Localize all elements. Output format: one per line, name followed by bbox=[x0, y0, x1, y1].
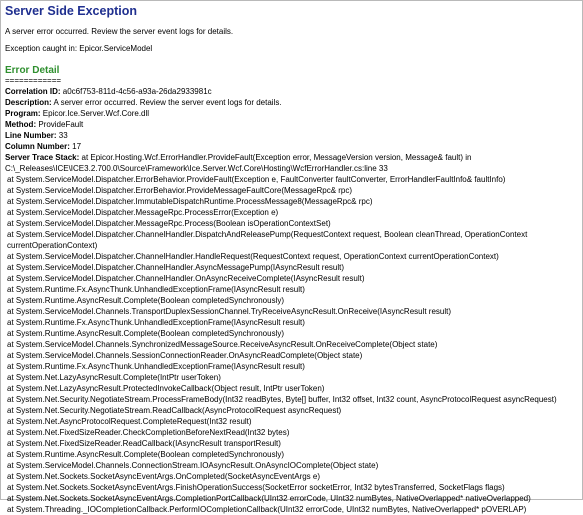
stack-frame: at System.ServiceModel.Dispatcher.ChannelHandler.DispatchAndReleasePump(RequestContext request, Boolean cleanThread, OperationContext currentOperationContext) bbox=[7, 230, 528, 250]
field-value: A server error occurred. Review the server event logs for details. bbox=[51, 98, 282, 107]
stack-frame: at System.Runtime.AsyncResult.Complete(Boolean completedSynchronously) bbox=[7, 296, 285, 305]
field-value: 33 bbox=[56, 131, 68, 140]
field-value: Epicor.Ice.Server.Wcf.Core.dll bbox=[40, 109, 150, 118]
field-value: a0c6f753-811d-4c56-a93a-26da2933981c bbox=[60, 87, 212, 96]
stack-frame: at System.ServiceModel.Dispatcher.ErrorBehavior.ProvideMessageFaultCore(MessageRpc& rpc) bbox=[7, 186, 353, 195]
field-label: Correlation ID: bbox=[5, 87, 61, 96]
column-number-row bbox=[5, 141, 582, 152]
field-label: Method: bbox=[5, 120, 37, 129]
stack-frame: at System.Net.AsyncProtocolRequest.CompleteRequest(Int32 result) bbox=[7, 417, 252, 426]
error-message: A server error occurred. Review the server event logs for details. bbox=[5, 27, 234, 36]
stack-frame: at System.Net.Sockets.SocketAsyncEventArgs.CompletionPortCallback(UInt32 errorCode, UInt32 numBytes, NativeOverlapped* nativeOverlapped) bbox=[7, 494, 531, 503]
field-label: Description: bbox=[5, 98, 52, 107]
stack-frame: at System.Net.FixedSizeReader.ReadCallback(IAsyncResult transportResult) bbox=[7, 439, 281, 448]
stack-frame: at System.Net.Sockets.SocketAsyncEventArgs.OnCompleted(SocketAsyncEventArgs e) bbox=[7, 472, 321, 481]
field-label: Line Number: bbox=[5, 131, 57, 140]
stack-frame: at System.ServiceModel.Dispatcher.ChannelHandler.AsyncMessagePump(IAsyncResult result) bbox=[7, 263, 345, 272]
trace-first-frame: at Epicor.Hosting.Wcf.ErrorHandler.ProvideFault(Exception error, MessageVersion version, Message& fault) in C:\_Releases\ICE\ICE3.2.700.0\Source\Framework\Ice.Server.Wcf.Core\Hosting\WcfErrorHandler.cs:line 33 bbox=[5, 153, 472, 173]
stack-frame: at System.ServiceModel.Channels.ConnectionStream.IOAsyncResult.OnAsyncIOComplete(Object state) bbox=[7, 461, 379, 470]
method-row bbox=[5, 119, 582, 130]
exception-content bbox=[1, 1, 582, 515]
page-title: Server Side Exception bbox=[5, 4, 138, 18]
stack-frame: at System.Threading._IOCompletionCallback.PerformIOCompletionCallback(UInt32 errorCode, UInt32 numBytes, NativeOverlapped* pOVERLAP) bbox=[7, 505, 527, 514]
line-number-row bbox=[5, 130, 582, 141]
stack-frame: at System.Runtime.AsyncResult.Complete(Boolean completedSynchronously) bbox=[7, 450, 285, 459]
stack-frame: at System.Runtime.Fx.AsyncThunk.UnhandledExceptionFrame(IAsyncResult result) bbox=[7, 318, 305, 327]
field-label: Program: bbox=[5, 109, 41, 118]
stack-frame: at System.Runtime.Fx.AsyncThunk.UnhandledExceptionFrame(IAsyncResult result) bbox=[7, 362, 305, 371]
stack-frame: at System.Net.Security.NegotiateStream.ReadCallback(AsyncProtocolRequest asyncRequest) bbox=[7, 406, 342, 415]
field-value: ProvideFault bbox=[36, 120, 84, 129]
stack-frame: at System.Runtime.AsyncResult.Complete(Boolean completedSynchronously) bbox=[7, 329, 285, 338]
stack-frame: at System.ServiceModel.Channels.SynchronizedMessageSource.ReceiveAsyncResult.OnReceiveComplete(Object state) bbox=[7, 340, 438, 349]
stack-frame: at System.ServiceModel.Channels.SessionConnectionReader.OnAsyncReadComplete(Object state) bbox=[7, 351, 363, 360]
stack-frame: at System.ServiceModel.Dispatcher.MessageRpc.ProcessError(Exception e) bbox=[7, 208, 279, 217]
field-label: Column Number: bbox=[5, 142, 70, 151]
stack-frame: at System.Net.Sockets.SocketAsyncEventArgs.FinishOperationSuccess(SocketError socketError, Int32 bytesTransferred, SocketFlags flags) bbox=[7, 483, 505, 492]
stack-frame: at System.Net.FixedSizeReader.CheckCompletionBeforeNextRead(Int32 bytes) bbox=[7, 428, 290, 437]
correlation-id-row bbox=[5, 86, 582, 97]
stack-frame: at System.ServiceModel.Dispatcher.ImmutableDispatchRuntime.ProcessMessage8(MessageRpc& rpc) bbox=[7, 197, 373, 206]
stack-frame: at System.Net.LazyAsyncResult.ProtectedInvokeCallback(Object result, IntPtr userToken) bbox=[7, 384, 325, 393]
error-detail-heading: Error Detail bbox=[5, 65, 60, 76]
program-row bbox=[5, 108, 582, 119]
field-value: 17 bbox=[69, 142, 82, 151]
stack-trace-list bbox=[5, 174, 582, 515]
stack-frame: at System.Net.Security.NegotiateStream.ProcessFrameBody(Int32 readBytes, Byte[] buffer, Int32 offset, Int32 count, AsyncProtocolRequest asyncRequest) bbox=[7, 395, 557, 404]
stack-frame: at System.ServiceModel.Channels.TransportDuplexSessionChannel.TryReceiveAsyncResult.OnReceive(IAsyncResult result) bbox=[7, 307, 452, 316]
exception-source: Exception caught in: Epicor.ServiceModel bbox=[5, 44, 153, 53]
stack-frame: at System.ServiceModel.Dispatcher.ErrorBehavior.ProvideFault(Exception e, FaultConverter faultConverter, ErrorHandlerFaultInfo& faultInfo) bbox=[7, 175, 506, 184]
detail-separator: ============ bbox=[5, 76, 62, 85]
description-row bbox=[5, 97, 582, 108]
stack-frame: at System.ServiceModel.Dispatcher.MessageRpc.Process(Boolean isOperationContextSet) bbox=[7, 219, 331, 228]
stack-frame: at System.Runtime.Fx.AsyncThunk.UnhandledExceptionFrame(IAsyncResult result) bbox=[7, 285, 305, 294]
server-trace-stack-header bbox=[5, 152, 577, 174]
trace-label: Server Trace Stack: bbox=[5, 153, 80, 162]
stack-frame: at System.Net.LazyAsyncResult.Complete(IntPtr userToken) bbox=[7, 373, 221, 382]
stack-frame: at System.ServiceModel.Dispatcher.ChannelHandler.OnAsyncReceiveComplete(IAsyncResult result) bbox=[7, 274, 365, 283]
stack-frame: at System.ServiceModel.Dispatcher.ChannelHandler.HandleRequest(RequestContext request, OperationContext currentOperationContext) bbox=[7, 252, 499, 261]
